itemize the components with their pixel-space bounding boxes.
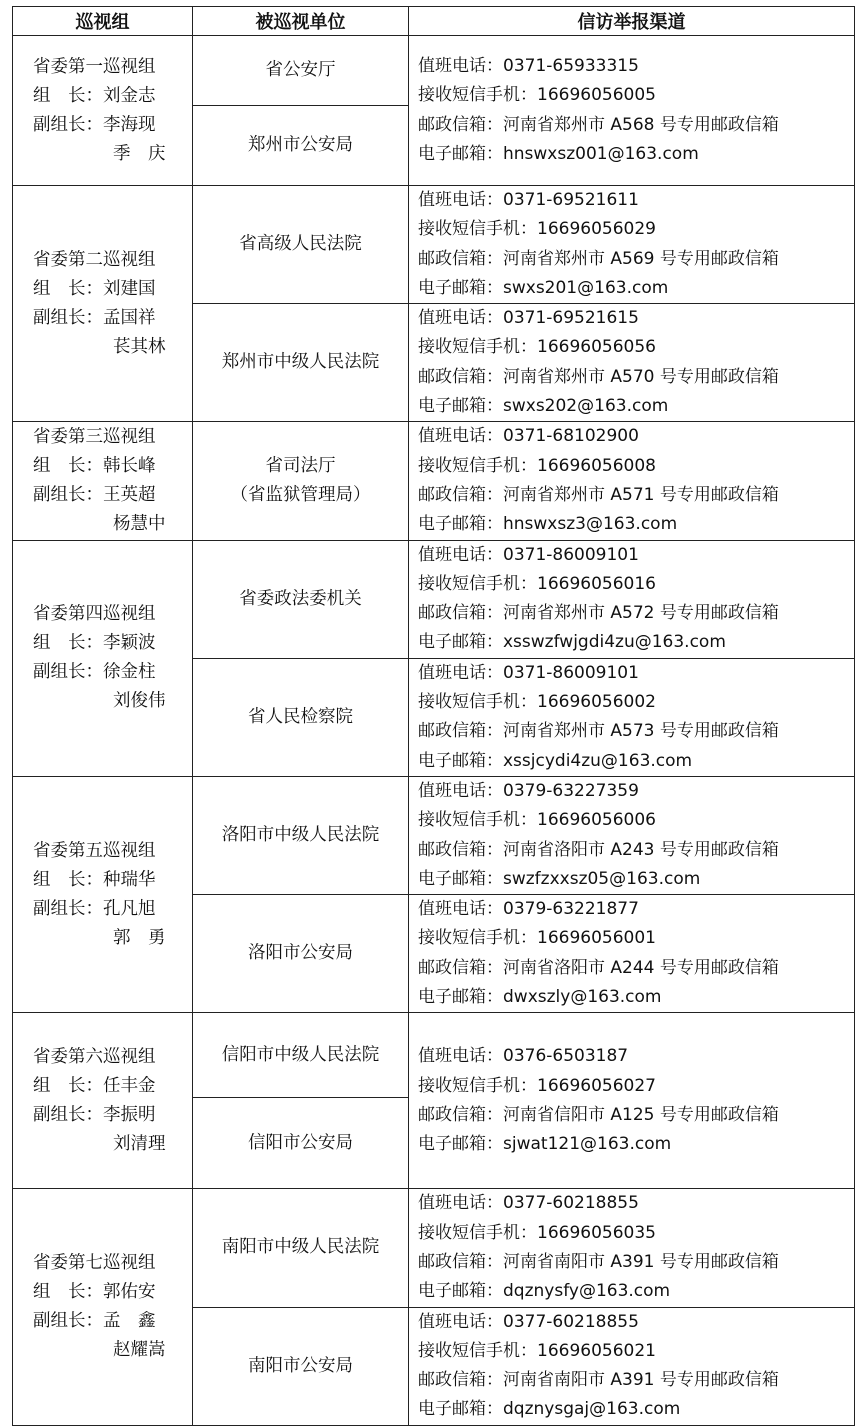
sms-phone: 接收短信手机：16696056002: [418, 692, 656, 713]
group-member: 赵耀嵩: [113, 1340, 166, 1360]
postal-box: 邮政信箱：河南省南阳市 A391 号专用邮政信箱: [418, 1370, 779, 1391]
report-channel-cell: [409, 36, 855, 186]
inspection-group-cell: [13, 776, 193, 1012]
sms-phone: 接收短信手机：16696056016: [418, 573, 656, 594]
duty-phone: 值班电话：0379-63227359: [418, 780, 639, 801]
inspection-group-cell: [13, 186, 193, 422]
unit-name: 南阳市公安局: [248, 1355, 353, 1376]
unit-name: （省监狱管理局）: [230, 484, 371, 505]
inspected-unit-cell: [193, 895, 409, 1013]
unit-name: 南阳市中级人民法院: [221, 1237, 380, 1258]
postal-box: 邮政信箱：河南省郑州市 A569 号专用邮政信箱: [418, 248, 779, 269]
group-member: 组 长：郭佑安: [33, 1282, 156, 1302]
group-title: 省委第四巡视组: [33, 604, 156, 625]
postal-box: 邮政信箱：河南省郑州市 A568 号专用邮政信箱: [418, 114, 779, 135]
inspected-unit-cell: [193, 1013, 409, 1098]
table-row: [13, 1013, 855, 1098]
group-member: 季 庆: [113, 143, 166, 164]
duty-phone: 值班电话：0376-6503187: [418, 1046, 629, 1067]
duty-phone: 值班电话：0371-86009101: [418, 662, 639, 683]
email-address: 电子邮箱：xsswzfwjgdi4zu@163.com: [418, 632, 726, 653]
table-row: [13, 776, 855, 894]
inspection-group-cell: [13, 422, 193, 540]
group-member: 组 长：任丰金: [33, 1075, 156, 1096]
group-title: 省委第三巡视组: [33, 426, 156, 447]
inspection-group-cell: [13, 36, 193, 186]
report-channel-cell: [409, 186, 855, 304]
inspection-group-cell: [13, 1189, 193, 1425]
postal-box: 邮政信箱：河南省信阳市 A125 号专用邮政信箱: [418, 1104, 779, 1125]
group-member: 副组长：孔凡旭: [33, 898, 156, 919]
report-channel-cell: [409, 304, 855, 422]
table-row: [13, 186, 855, 304]
unit-name: 郑州市中级人民法院: [221, 352, 380, 373]
group-member: 副组长：李振明: [33, 1104, 156, 1125]
header-inspection-group: 巡视组: [13, 7, 193, 36]
sms-phone: 接收短信手机：16696056027: [418, 1075, 656, 1096]
group-title: 省委第五巡视组: [33, 840, 156, 861]
unit-name: 省高级人民法院: [239, 234, 362, 255]
postal-box: 邮政信箱：河南省洛阳市 A243 号专用邮政信箱: [418, 839, 779, 860]
inspected-unit-cell: [193, 540, 409, 658]
report-channel-cell: [409, 895, 855, 1013]
report-channel-cell: [409, 1013, 855, 1189]
group-member: 副组长：王英超: [33, 484, 156, 505]
unit-name: 洛阳市公安局: [248, 943, 353, 964]
sms-phone: 接收短信手机：16696056006: [418, 810, 656, 831]
duty-phone: 值班电话：0371-69521611: [418, 190, 639, 210]
unit-name: 洛阳市中级人民法院: [221, 825, 380, 846]
table-row: [13, 36, 855, 106]
header-report-channel: 信访举报渠道: [409, 7, 855, 36]
email-address: 电子邮箱：swxs201@163.com: [418, 277, 669, 298]
unit-name: 省人民检察院: [248, 706, 353, 727]
inspected-unit-cell: [193, 304, 409, 422]
postal-box: 邮政信箱：河南省郑州市 A573 号专用邮政信箱: [418, 721, 779, 742]
group-member: 刘俊伟: [113, 691, 166, 712]
email-address: 电子邮箱：swzfzxxsz05@163.com: [418, 868, 701, 889]
email-address: 电子邮箱：dqznysfy@163.com: [418, 1281, 671, 1302]
inspected-unit-cell: [193, 1307, 409, 1425]
duty-phone: 值班电话：0377-60218855: [418, 1193, 639, 1214]
report-channel-cell: [409, 776, 855, 894]
email-address: 电子邮箱：hnswxsz001@163.com: [418, 143, 699, 164]
sms-phone: 接收短信手机：16696056001: [418, 928, 656, 949]
group-member: 组 长：种瑞华: [33, 869, 156, 890]
postal-box: 邮政信箱：河南省郑州市 A570 号专用邮政信箱: [418, 366, 779, 387]
sms-phone: 接收短信手机：16696056029: [418, 219, 656, 240]
inspected-unit-cell: [193, 186, 409, 304]
email-address: 电子邮箱：xssjcydi4zu@163.com: [418, 750, 693, 771]
group-member: 组 长：刘建国: [33, 278, 156, 299]
inspection-table: [12, 6, 855, 1426]
postal-box: 邮政信箱：河南省洛阳市 A244 号专用邮政信箱: [418, 957, 779, 978]
inspected-unit-cell: [193, 1189, 409, 1307]
unit-name: 信阳市中级人民法院: [221, 1044, 380, 1065]
inspection-group-cell: [13, 540, 193, 776]
sms-phone: 接收短信手机：16696056021: [418, 1340, 656, 1361]
sms-phone: 接收短信手机：16696056056: [418, 337, 656, 358]
sms-phone: 接收短信手机：16696056035: [418, 1222, 656, 1243]
email-address: 电子邮箱：dwxszly@163.com: [418, 987, 662, 1008]
postal-box: 邮政信箱：河南省南阳市 A391 号专用邮政信箱: [418, 1251, 779, 1272]
group-member: 组 长：李颖波: [33, 633, 156, 654]
duty-phone: 值班电话：0377-60218855: [418, 1311, 639, 1332]
group-title: 省委第一巡视组: [33, 56, 156, 77]
table-row: [13, 422, 855, 540]
report-channel-cell: [409, 658, 855, 776]
header-inspected-unit: 被巡视单位: [193, 7, 409, 36]
group-title: 省委第二巡视组: [33, 249, 156, 270]
unit-name: 郑州市公安局: [248, 135, 353, 155]
inspected-unit-cell: [193, 422, 409, 540]
group-member: 组 长：韩长峰: [33, 455, 156, 476]
inspection-group-cell: [13, 1013, 193, 1189]
sms-phone: 接收短信手机：16696056005: [418, 85, 656, 106]
unit-name: 信阳市公安局: [248, 1132, 353, 1153]
unit-name: 省司法厅: [265, 455, 336, 476]
inspected-unit-cell: [193, 776, 409, 894]
email-address: 电子邮箱：sjwat121@163.com: [418, 1134, 672, 1155]
email-address: 电子邮箱：hnswxsz3@163.com: [418, 514, 678, 535]
email-address: 电子邮箱：dqznysgaj@163.com: [418, 1399, 681, 1420]
duty-phone: 值班电话：0371-86009101: [418, 544, 639, 565]
group-member: 副组长：徐金柱: [33, 662, 156, 683]
sms-phone: 接收短信手机：16696056008: [418, 455, 656, 476]
group-member: 组 长：刘金志: [33, 85, 156, 106]
table-row: [13, 540, 855, 658]
inspected-unit-cell: [193, 106, 409, 186]
group-member: 郭 勇: [113, 927, 166, 948]
report-channel-cell: [409, 422, 855, 540]
unit-name: 省委政法委机关: [239, 588, 362, 609]
inspected-unit-cell: [193, 658, 409, 776]
group-member: 刘清理: [113, 1133, 166, 1154]
inspected-unit-cell: [193, 1098, 409, 1189]
report-channel-cell: [409, 540, 855, 658]
postal-box: 邮政信箱：河南省郑州市 A571 号专用邮政信箱: [418, 484, 779, 505]
group-member: 副组长：孟国祥: [33, 307, 156, 328]
duty-phone: 值班电话：0371-69521615: [418, 308, 639, 329]
report-channel-cell: [409, 1307, 855, 1425]
group-member: 副组长：孟 鑫: [33, 1311, 156, 1331]
group-member: 苌其林: [113, 336, 166, 357]
duty-phone: 值班电话：0371-68102900: [418, 426, 639, 447]
group-title: 省委第七巡视组: [33, 1253, 156, 1273]
group-member: 杨慧中: [113, 513, 166, 534]
inspected-unit-cell: [193, 36, 409, 106]
header-row: [13, 7, 855, 36]
group-title: 省委第六巡视组: [33, 1046, 156, 1067]
unit-name: 省公安厅: [265, 60, 336, 80]
postal-box: 邮政信箱：河南省郑州市 A572 号专用邮政信箱: [418, 603, 779, 624]
table-row: [13, 1189, 855, 1307]
duty-phone: 值班电话：0379-63221877: [418, 899, 639, 920]
duty-phone: 值班电话：0371-65933315: [418, 55, 639, 76]
email-address: 电子邮箱：swxs202@163.com: [418, 396, 669, 417]
group-member: 副组长：李海现: [33, 114, 156, 135]
report-channel-cell: [409, 1189, 855, 1307]
